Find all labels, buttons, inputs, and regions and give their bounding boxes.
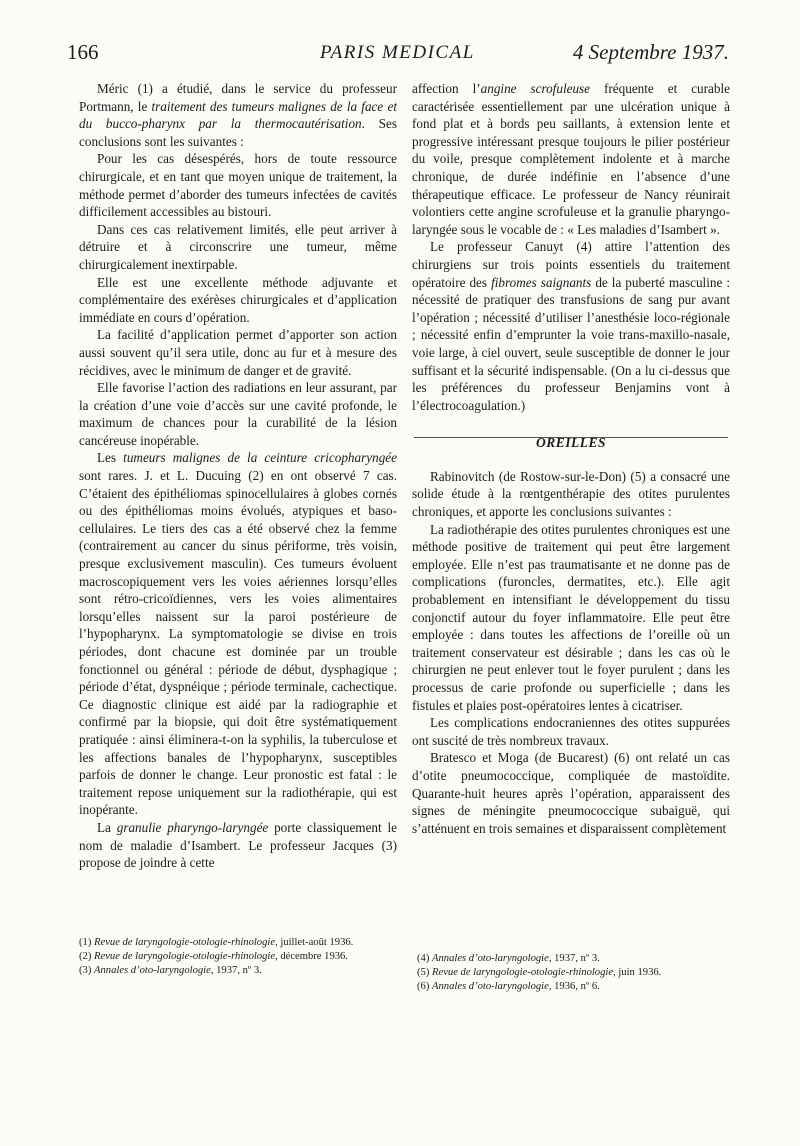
footnotes-right [417,952,735,993]
footnote: (4) Annales d’oto-laryngologie, 1937, nº 3. [417,953,600,964]
left-column [79,80,397,872]
page-header [67,40,729,74]
footnote: (1) Revue de laryngologie-otologie-rhinologie, juillet-août 1936. [79,937,354,948]
paragraph-conclusion-1: Pour les cas désespérés, hors de toute ressource chirurgicale, et en tant que moyen unique de traitement, la méthode permet d’aborder des tumeurs infectées de cavités difficilement accessibles au bistouri. [79,151,397,220]
paragraph-angine: affection l’angine scrofuleuse fréquente et curable caractérisée essentiellement par une ulcération unique à fond plat et à bords peu saillants, à extension lente et progressive intéressant presque toujours le pilier postérieur du voile, presque complètement indolente et à marche chronique, de durée indéfinie en l’absence d’une thérapeutique efficace. Le professeur de Nancy réunirait volontiers cette angine scrofuleuse et la granulie pharyngo-laryngée sous le vocable de : « Les maladies d’Isambert ». [412,81,730,237]
right-column [412,80,730,837]
page-number: 166 [67,40,99,64]
issue-date: 4 Septembre 1937. [572,40,729,64]
section-heading-oreilles: OREILLES [535,435,607,451]
paragraph-canuyt: Le professeur Canuyt (4) attire l’attention des chirurgiens sur trois points essentiels du traitement opératoire des fibromes saignants de la puberté masculine : nécessité de pratiquer des transfusions de sang pur avant l’opération ; nécessité d’utiliser l’anesthésie loco-régionale ; nécessité enfin d’emprunter la voie trans-maxillo-nasale, voie large, à ciel ouvert, seule susceptible de donner le jour suffisant et la sécurité indispensable. (On a lu ci-dessus que les préférences du professeur Benjamins vont à l’électrocoagulation.) [412,239,731,413]
footnotes-left [79,936,397,977]
italic-term: granulie pharyngo-laryngée [116,819,269,835]
footnote: (6) Annales d’oto-laryngologie, 1936, nº 6. [417,980,600,992]
italic-term: fibromes saignants [491,274,592,290]
journal-title: PARIS MEDICAL [320,42,475,63]
paragraph-conclusion-3: Elle est une excellente méthode adjuvante et complémentaire des exérèses chirurgicales et d’application immédiate en cours d’opération. [79,274,397,325]
italic-term: angine scrofuleuse [480,81,591,96]
paragraph-meric: Méric (1) a étudié, dans le service du professeur Portmann, le traitement des tumeurs malignes de la face et du bucco-pharynx par la thermocautérisation. Ses conclusions sont les suivantes : [79,81,397,149]
paragraph-radiotherapie: La radiothérapie des otites purulentes chroniques est une méthode positive de traitement qui peut être largement employée. Elle n’est pas traumatisante et ne donne pas de complications (furoncles, dermatites, etc.). Elle agit probablement en intensifiant le développement du tissu conjonctif autour du foyer inflammatoire. Elle peut être employée : dans toutes les affections de l’oreille où un traitement conservateur est désirable ; dans les cas où le chirurgien ne peut enlever tout le foyer purulent ; dans les processus de carie profonde ou superficielle ; dans les fistules et plaies post-opératoires lentes à cicatriser. [412,521,730,713]
paragraph-granulie: La granulie pharyngo-laryngée porte classiquement le nom de maladie d’Isambert. Le professeur Jacques (3) propose de joindre à cette [79,819,397,871]
paragraph-cricopharyngee: Les tumeurs malignes de la ceinture cricopharyngée sont rares. J. et L. Ducuing (2) en ont observé 7 cas. C’étaient des épithéliomas spinocellulaires à globes cornés ou des épithéliomas moins évolués, atypiques et baso-cellulaires. Le tiers des cas a été observé chez la femme (contrairement au cancer du sinus périforme, très voisin, presque exclusivement masculin). Ces tumeurs évoluent macroscopiquement vers les voies aériennes lorsqu’elles sont rétro-cricoïdiennes, vers les voies alimentaires lorsqu’elles naissent sur la paroi postérieure de l’hypopharynx. La symptomatologie se divise en trois périodes, dont chacune est dominée par un trouble fonctionnel ou général : période de début, dysphagique ; période d’état, dyspnéique ; période terminale, cachectique. Ce diagnostic clinique est aidé par la radiographie et confirmé par la biopsie, qui doit être systématiquement pratiquée : ainsi éliminera-t-on la syphilis, la tuberculose et les affections banales de l’hypopharynx, susceptibles parfois de donner le change. Leur pronostic est fatal : le traitement repose uniquement sur la radiothérapie, qui est inopérante. [79,450,397,818]
italic-term: tumeurs malignes de la ceinture cricopharyngée [123,450,397,466]
footnote: (2) Revue de laryngologie-otologie-rhinologie, décembre 1936. [79,950,348,962]
paragraph-complications: Les complications endocraniennes des otites suppurées ont suscité de très nombreux travaux. [412,715,730,748]
paragraph-conclusion-5: Elle favorise l’action des radiations en leur assurant, par la création d’une voie d’accès sur une cavité profonde, le maximum de chances pour la curabilité de la lésion cancéreuse inopérable. [79,380,397,448]
paragraph-rabinovitch: Rabinovitch (de Rostow-sur-le-Don) (5) a consacré une solide étude à la rœntgenthérapie des otites purulentes chroniques, et apporte les conclusions suivantes : [412,468,730,520]
paragraph-bratesco: Bratesco et Moga (de Bucarest) (6) ont relaté un cas d’otite pneumococcique, compliquée de mastoïdite. Quarante-huit heures après l’opération, apparaissent des signes de méningite pneumococcique subaiguë, qui s’atténuent en trois semaines et disparaissent complètement [412,750,730,836]
section-divider [414,437,728,438]
italic-term: traitement des tumeurs malignes de la face et du bucco-pharynx par la thermocautérisation [79,98,397,132]
paragraph-conclusion-4: La facilité d’application permet d’apporter son action aussi souvent qu’il sera utile, donc au fur et à mesure des récidives, avec le minimum de danger et de gravité. [79,327,397,378]
paragraph-conclusion-2: Dans ces cas relativement limités, elle peut arriver à détruire et à circonscrire une tumeur, même chirurgicalement inextirpable. [79,221,397,272]
footnote: (3) Annales d’oto-laryngologie, 1937, nº 3. [79,964,262,976]
footnote: (5) Revue de laryngologie-otologie-rhinologie, juin 1936. [417,966,662,978]
